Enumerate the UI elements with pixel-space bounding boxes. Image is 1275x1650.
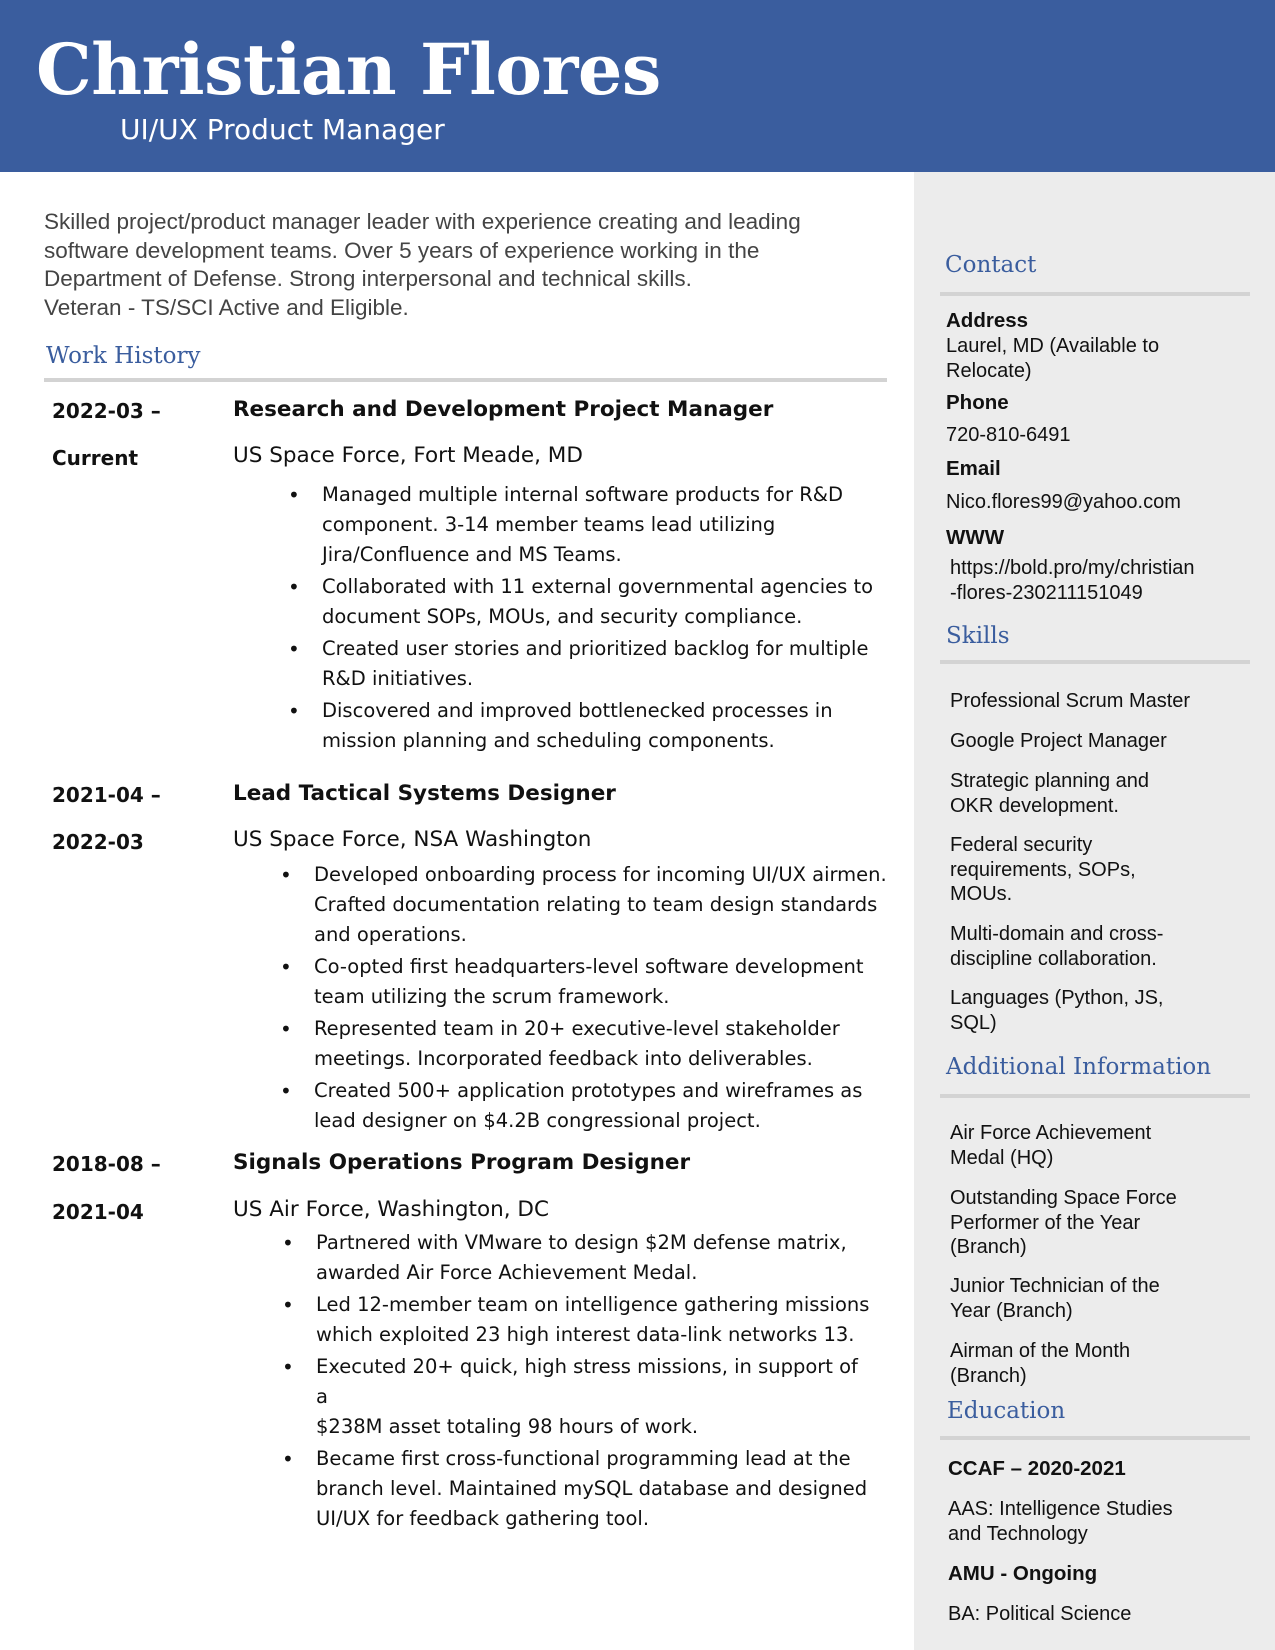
bullet-icon: • xyxy=(288,483,300,507)
profile-summary xyxy=(44,208,864,322)
work-history-heading: Work History xyxy=(46,343,201,369)
award-item: Outstanding Space Force Performer of the Year (Branch) xyxy=(950,1187,1177,1258)
education-school: AMU - Ongoing xyxy=(948,1562,1098,1585)
bullet-icon: • xyxy=(280,1079,292,1103)
job-date-end: Current xyxy=(52,446,139,470)
summary-line: Veteran - TS/SCI Active and Eligible. xyxy=(44,294,409,320)
bullet-icon: • xyxy=(282,1293,294,1317)
education-degree: AAS: Intelligence Studies and Technology xyxy=(948,1498,1173,1545)
summary-line: Department of Defense. Strong interpersonal and technical skills. xyxy=(44,266,692,291)
award-item: Junior Technician of the Year (Branch) xyxy=(950,1275,1160,1322)
skill-item: Professional Scrum Master xyxy=(950,690,1191,712)
bullet-icon: • xyxy=(280,955,292,979)
job-company: US Air Force, Washington, DC xyxy=(233,1197,549,1222)
award-item: Airman of the Month (Branch) xyxy=(950,1340,1131,1387)
resume-header xyxy=(0,0,1275,172)
job-bullet: • Led 12-member team on intelligence gathering missions which exploited 23 high interest data-link networks 13. xyxy=(316,1290,876,1350)
education-degree: BA: Political Science xyxy=(948,1603,1132,1625)
education-heading: Education xyxy=(947,1398,1066,1424)
job-bullet: • Created user stories and prioritized backlog for multiple R&D initiatives. xyxy=(322,634,882,694)
job-bullet: • Partnered with VMware to design $2M defense matrix, awarded Air Force Achievement Medal. xyxy=(316,1228,876,1288)
education-school: CCAF – 2020-2021 xyxy=(948,1457,1126,1480)
www-label: WWW xyxy=(946,526,1005,549)
job-bullet: • Became first cross-functional programming lead at the branch level. Maintained mySQL database and designed UI/UX for feedback gathering tool. xyxy=(316,1444,876,1534)
job-date-start: 2021-04 – xyxy=(52,783,161,807)
summary-line: software development teams. Over 5 years of experience working in the xyxy=(44,237,760,263)
award-item: Air Force Achievement Medal (HQ) xyxy=(950,1122,1152,1169)
job-bullet: • Discovered and improved bottlenecked processes in mission planning and scheduling components. xyxy=(322,696,882,756)
job-title: Signals Operations Program Designer xyxy=(233,1150,691,1175)
bullet-icon: • xyxy=(282,1447,294,1471)
job-bullet: • Created 500+ application prototypes and wireframes as lead designer on $4.2B congressional project. xyxy=(314,1076,894,1136)
job-bullet-list xyxy=(288,480,882,758)
job-date-start: 2018-08 – xyxy=(52,1152,161,1176)
bullet-icon: • xyxy=(282,1355,294,1379)
job-title: Lead Tactical Systems Designer xyxy=(233,781,616,806)
skill-item: Strategic planning and OKR development. xyxy=(950,770,1150,817)
bullet-icon: • xyxy=(288,699,300,723)
candidate-name: Christian Flores xyxy=(36,28,661,111)
candidate-title: UI/UX Product Manager xyxy=(120,113,445,146)
job-bullet-list xyxy=(280,860,894,1138)
email-label: Email xyxy=(946,457,1001,480)
job-date-end: 2022-03 xyxy=(52,830,144,854)
bullet-icon: • xyxy=(282,1231,294,1255)
bullet-icon: • xyxy=(288,575,300,599)
bullet-icon: • xyxy=(288,637,300,661)
section-divider xyxy=(940,660,1250,664)
phone-label: Phone xyxy=(946,391,1009,414)
job-bullet: • Represented team in 20+ executive-level stakeholder meetings. Incorporated feedback into deliverables. xyxy=(314,1014,894,1074)
job-bullet-list xyxy=(282,1228,876,1536)
contact-heading: Contact xyxy=(945,252,1037,278)
skills-heading: Skills xyxy=(946,623,1010,649)
skill-item: Multi-domain and cross- discipline collaboration. xyxy=(950,923,1164,970)
section-divider xyxy=(940,1094,1250,1098)
job-bullet: • Co-opted first headquarters-level software development team utilizing the scrum framework. xyxy=(314,952,894,1012)
section-divider xyxy=(940,292,1250,296)
section-divider xyxy=(44,378,887,382)
job-bullet: • Managed multiple internal software products for R&D component. 3-14 member teams lead utilizing Jira/Confluence and MS Teams. xyxy=(322,480,882,570)
additional-info-heading: Additional Information xyxy=(946,1054,1212,1080)
phone-value: 720-810-6491 xyxy=(946,424,1071,446)
email-value: Nico.flores99@yahoo.com xyxy=(946,491,1181,513)
job-bullet: • Executed 20+ quick, high stress missions, in support of a $238M asset totaling 98 hours of work. xyxy=(316,1352,876,1442)
bullet-icon: • xyxy=(280,863,292,887)
job-company: US Space Force, Fort Meade, MD xyxy=(233,443,583,468)
skill-item: Google Project Manager xyxy=(950,730,1167,752)
job-title: Research and Development Project Manager xyxy=(233,397,774,422)
job-date-end: 2021-04 xyxy=(52,1200,144,1224)
section-divider xyxy=(940,1436,1250,1440)
job-date-start: 2022-03 – xyxy=(52,399,161,423)
www-value: https://bold.pro/my/christian -flores-230211151049 xyxy=(950,557,1195,604)
skill-item: Federal security requirements, SOPs, MOUs. xyxy=(950,834,1136,905)
address-label: Address xyxy=(946,309,1029,332)
bullet-icon: • xyxy=(280,1017,292,1041)
address-value: Laurel, MD (Available to Relocate) xyxy=(946,335,1160,382)
job-company: US Space Force, NSA Washington xyxy=(233,827,592,852)
job-bullet: • Collaborated with 11 external governmental agencies to document SOPs, MOUs, and security compliance. xyxy=(322,572,882,632)
job-bullet: • Developed onboarding process for incoming UI/UX airmen. Crafted documentation relating to team design standards and operations. xyxy=(314,860,894,950)
skill-item: Languages (Python, JS, SQL) xyxy=(950,987,1164,1034)
summary-line: Skilled project/product manager leader with experience creating and leading xyxy=(44,209,801,234)
